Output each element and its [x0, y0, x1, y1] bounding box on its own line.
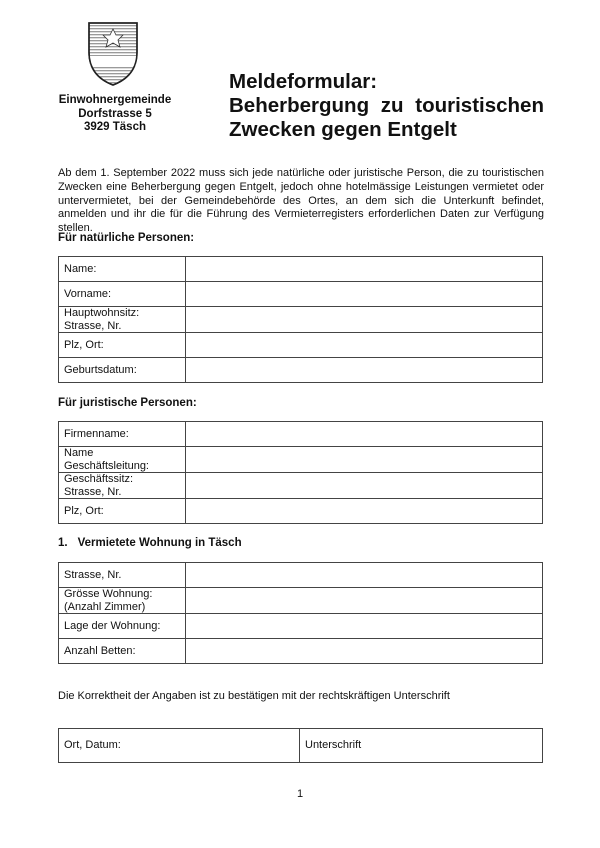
page-number: 1	[296, 788, 304, 800]
organization-address	[40, 94, 190, 135]
beds-count-input[interactable]	[186, 639, 543, 664]
page-title	[229, 70, 544, 142]
company-address-input[interactable]	[186, 473, 543, 499]
org-name: Einwohnergemeinde	[58, 94, 172, 106]
field-label: Name Geschäftsleitung:	[59, 447, 186, 473]
intro-paragraph: Ab dem 1. September 2022 muss sich jede natürliche oder juristische Person, die zu touristischen Zwecken eine Beherbergung gegen Entgelt, jedoch ohne hotelmässige Leistungen vermietet oder untervermietet, bei der Gemeindebehörde des Ortes, an dem sich die Unterkunft befindet, anmelden und ihr die für die Führung des Vermieterregisters erforderlichen Daten zur Verfügung stellen.	[58, 167, 544, 235]
org-city: 3929 Täsch	[83, 121, 146, 133]
title-word: touristischen	[415, 94, 544, 117]
field-label: Geburtsdatum:	[59, 358, 186, 383]
table-row	[59, 257, 543, 282]
apartment-size-input[interactable]	[186, 588, 543, 614]
title-line-1: Meldeformular:	[229, 70, 378, 93]
field-label: Plz, Ort:	[59, 333, 186, 358]
signature-field[interactable]: Unterschrift	[300, 729, 543, 763]
field-label: Vorname:	[59, 282, 186, 307]
coat-of-arms-icon	[88, 22, 138, 86]
table-row	[59, 282, 543, 307]
field-label: Lage der Wohnung:	[59, 614, 186, 639]
name-input[interactable]	[186, 257, 543, 282]
field-label: Anzahl Betten:	[59, 639, 186, 664]
table-row	[59, 358, 543, 383]
first-name-input[interactable]	[186, 282, 543, 307]
apartment-street-input[interactable]	[186, 563, 543, 588]
title-word: zu	[380, 94, 404, 117]
company-zip-city-input[interactable]	[186, 499, 543, 524]
table-row	[59, 563, 543, 588]
place-date-field[interactable]: Ort, Datum:	[59, 729, 300, 763]
legal-persons-table	[58, 421, 543, 524]
signature-table	[58, 728, 543, 763]
field-label: Plz, Ort:	[59, 499, 186, 524]
table-row	[59, 499, 543, 524]
table-row	[59, 588, 543, 614]
field-label: Hauptwohnsitz: Strasse, Nr.	[59, 307, 186, 333]
table-row	[59, 447, 543, 473]
management-name-input[interactable]	[186, 447, 543, 473]
table-row	[59, 729, 543, 763]
field-label: Name:	[59, 257, 186, 282]
confirmation-text: Die Korrektheit der Angaben ist zu bestätigen mit der rechtskräftigen Unterschrift	[58, 690, 450, 702]
table-row	[59, 473, 543, 499]
field-label: Geschäftssitz: Strasse, Nr.	[59, 473, 186, 499]
table-row	[59, 422, 543, 447]
title-word: Beherbergung	[229, 94, 370, 117]
natural-persons-table	[58, 256, 543, 383]
field-label: Firmenname:	[59, 422, 186, 447]
section-number: 1.	[58, 537, 68, 549]
table-row	[59, 614, 543, 639]
title-line-3: Zwecken gegen Entgelt	[229, 118, 457, 141]
table-row	[59, 639, 543, 664]
apartment-heading	[58, 537, 242, 549]
section-title: Vermietete Wohnung in Täsch	[77, 537, 242, 549]
title-line-2	[229, 94, 544, 118]
natural-persons-heading: Für natürliche Personen:	[58, 232, 195, 244]
main-residence-input[interactable]	[186, 307, 543, 333]
apartment-table	[58, 562, 543, 664]
apartment-location-input[interactable]	[186, 614, 543, 639]
company-name-input[interactable]	[186, 422, 543, 447]
field-label: Strasse, Nr.	[59, 563, 186, 588]
zip-city-input[interactable]	[186, 333, 543, 358]
table-row	[59, 307, 543, 333]
legal-persons-heading: Für juristische Personen:	[58, 397, 197, 409]
birth-date-input[interactable]	[186, 358, 543, 383]
org-street: Dorfstrasse 5	[78, 107, 152, 120]
field-label: Grösse Wohnung: (Anzahl Zimmer)	[59, 588, 186, 614]
table-row	[59, 333, 543, 358]
